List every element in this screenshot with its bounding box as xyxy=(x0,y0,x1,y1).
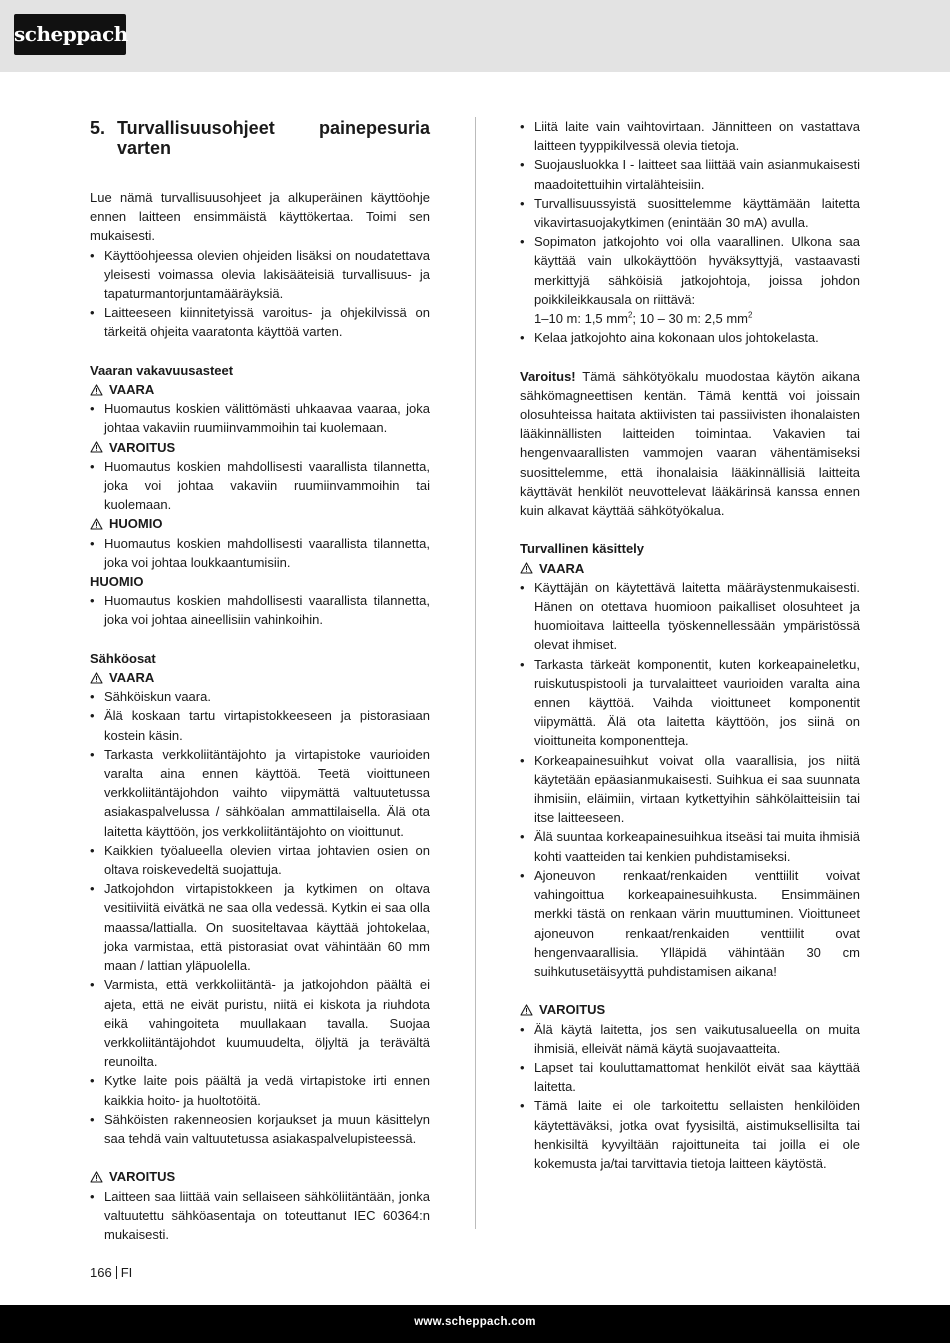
warning-label-varoitus: VAROITUS xyxy=(90,1167,430,1186)
warning-label-varoitus: VAROITUS xyxy=(520,1000,860,1019)
warning-triangle-icon xyxy=(90,384,103,396)
list-item: • Kytke laite pois päältä ja vedä virtapistoke irti ennen kaikkia hoito- ja huoltotöitä. xyxy=(90,1071,430,1109)
list-item: • Lapset tai kouluttamattomat henkilöt eivät saa käyttää laitetta. xyxy=(520,1058,860,1096)
warning-triangle-icon xyxy=(90,1171,103,1183)
warning-triangle-icon xyxy=(90,672,103,684)
section-title xyxy=(90,118,430,158)
power-list xyxy=(520,117,860,347)
list-item: • Korkeapainesuihkut voivat olla vaarallisia, jos niitä käytetään epäasianmukaisesti. Suihkua ei saa suunnata ihmisiin, eläimiin, virtaan kytkettyihin sähkölaitteisiin tai itse laitteeseen. xyxy=(520,751,860,828)
section-number: 5. xyxy=(90,118,106,138)
label-huomio: HUOMIO xyxy=(90,574,144,590)
footer-url-link[interactable]: www.scheppach.com xyxy=(414,1316,536,1328)
list-item: • Sähköisten rakenneosien korjaukset ja muun käsittelyn saa tehdä vain valtuutetussa asiakaspalvelupisteessä. xyxy=(90,1110,430,1148)
safe-handling-heading: Turvallinen käsittely xyxy=(520,541,645,557)
list-item: • Sähköiskun vaara. xyxy=(90,687,430,706)
intro-list xyxy=(90,246,430,342)
warning-triangle-icon xyxy=(90,518,103,530)
list-item: • Tämä laite ei ole tarkoitettu sellaisten henkilöiden käytettäväksi, jotka ovat fyysisiltä, aistimuksellisilta tai henkisiltä kyvyiltään rajoittuneita tai joilla ei ole kokemusta ja/tai tarvittavia tietoja laitteen käytöstä. xyxy=(520,1096,860,1173)
list-item: • Huomautus koskien mahdollisesti vaarallista tilannetta, joka voi johtaa aineellisiin vahinkoihin. xyxy=(90,591,430,629)
list-item: • Laitteeseen kiinnitetyissä varoitus- ja ohjekilvissä on tärkeitä ohjeita vaaratonta käyttöä varten. xyxy=(90,303,430,341)
warning-triangle-icon xyxy=(90,441,103,453)
list-item: • Sopimaton jatkojohto voi olla vaarallinen. Ulkona saa käyttää vain ulkokäyttöön hyväksyttyjä, vastaavasti merkittyjä sähköisiä jatkojohtoja, joissa johdon poikkileikkausala on riittävä: 1–10 m: 1,5 $mm^2$; 10 – 30 m: 2,5 $mm^2$ xyxy=(520,232,860,328)
right-column xyxy=(520,117,860,1173)
list-item: • Varmista, että verkkoliitäntä- ja jatkojohdon päältä ei ajeta, että ne eivät puristu, niitä ei kiskota ja riuhdota eikä vahingoiteta muullakaan tavalla. Suojaa verkkoliitäntäjohdot kuumuudelta, öljyltä ja terävältä reunoilta. xyxy=(90,975,430,1071)
list-item: • Jatkojohdon virtapistokkeen ja kytkimen on oltava vesitiiviitä eivätkä ne saa olla vedessä. Kytkin ei saa olla maassa/lattialla. On suositeltavaa käyttää johtokelaa, joka varmistaa, että pistorasiat ovat vähintään 60 mm maan / lattian yläpuolella. xyxy=(90,879,430,975)
left-column xyxy=(90,117,430,1244)
electric-heading: Sähköosat xyxy=(90,650,156,666)
intro-paragraph: Lue nämä turvallisuusohjeet ja alkuperäinen käyttöohje ennen laitteen ensimmäistä käyttökertaa. Toimi sen mukaisesti. xyxy=(90,190,430,244)
warning-label-huomio: HUOMIO xyxy=(90,514,430,533)
warning-triangle-icon xyxy=(520,1004,533,1016)
list-item: • Tarkasta tärkeät komponentit, kuten korkeapaineletku, ruiskutuspistooli ja turvalaitteet vaurioiden varalta aina ennen käyttöä. Vaihda vioittuneet komponentit viipymättä. Älä ota laitetta käyttöön, jos siinä on vioittuneita komponentteja. xyxy=(520,655,860,751)
warning-label-vaara: VAARA xyxy=(90,668,430,687)
list-item: • Älä suuntaa korkeapainesuihkua itseäsi tai muita ihmisiä kohti vaatteiden tai kenkien puhdistamiseksi. xyxy=(520,827,860,865)
warning-label-varoitus: VAROITUS xyxy=(90,438,430,457)
warning-label-vaara: VAARA xyxy=(520,559,860,578)
list-item: • Suojausluokka I - laitteet saa liittää vain asianmukaisesti maadoitettuihin virtalähteisiin. xyxy=(520,155,860,193)
list-item: • Huomautus koskien mahdollisesti vaarallista tilannetta, joka voi johtaa loukkaantumisiin. xyxy=(90,534,430,572)
list-item: • Kaikkien työalueella olevien virtaa johtavien osien on oltava roiskevedeltä suojattuja. xyxy=(90,841,430,879)
warning-label-vaara: VAARA xyxy=(90,380,430,399)
brand-logo: scheppach xyxy=(14,14,126,55)
list-item: • Turvallisuussyistä suosittelemme käyttämään laitetta vikavirtasuojakytkimen (enintään 30 mA) avulla. xyxy=(520,194,860,232)
list-item: • Kelaa jatkojohto aina kokonaan ulos johtokelasta. xyxy=(520,328,860,347)
list-item: • Tarkasta verkkoliitäntäjohto ja virtapistoke vaurioiden varalta aina ennen käyttöä. Teetä vioittuneen verkkoliitäntäjohdon vaihto viipymättä valtuutetussa asiakaspalvelussa / sähköalan ammattilaisella. Älä ota laitetta käyttöön, jos verkkoliitäntäjohto on vioittunut. xyxy=(90,745,430,841)
list-item: • Huomautus koskien välittömästi uhkaavaa vaaraa, joka johtaa vakaviin ruumiinvammoihin tai kuolemaan. xyxy=(90,399,430,437)
safe-handling-list xyxy=(520,578,860,981)
list-item: • Älä koskaan tartu virtapistokkeeseen ja pistorasiaan kostein käsin. xyxy=(90,706,430,744)
section-title-text: Turvallisuusohjeet painepesuria varten xyxy=(117,118,430,158)
header-band xyxy=(0,0,950,72)
page-number: 166 FI xyxy=(90,1265,133,1280)
electric-list xyxy=(90,687,430,1148)
list-item: • Laitteen saa liittää vain sellaiseen sähköliitäntään, jonka valtuutettu sähköasentaja on toteuttanut IEC 60364:n mukaisesti. xyxy=(90,1187,430,1245)
column-divider xyxy=(475,117,476,1229)
list-item: • Käyttöohjeessa olevien ohjeiden lisäksi on noudatettava yleisesti voimassa olevia lakisääteisiä turvallisuus- ja tapaturmantorjuntamääräyksiä. xyxy=(90,246,430,304)
severity-heading: Vaaran vakavuusasteet xyxy=(90,362,234,378)
list-item: • Ajoneuvon renkaat/renkaiden venttiilit voivat vahingoittua korkeapainesuihkusta. Ensimmäinen merkki tästä on renkaan värin muuttuminen. Vioittuneet ajoneuvon renkaat/renkaiden venttiilit ovat hengenvaarallisia. Ylläpidä vähintään 30 cm suihkutusetäisyyttä puhdistamisen aikana! xyxy=(520,866,860,981)
list-item: • Älä käytä laitetta, jos sen vaikutusalueella on muita ihmisiä, elleivät nämä käytä suojavaatteita. xyxy=(520,1020,860,1058)
list-item: • Liitä laite vain vaihtovirtaan. Jännitteen on vastattava laitteen tyyppikilvessä olevia tietoja. xyxy=(520,117,860,155)
list-item: • Käyttäjän on käytettävä laitetta määräystenmukaisesti. Hänen on otettava huomioon paikalliset olosuhteet ja huomioitava laitteella työskennellessään ympäristössä olevat ihmiset. xyxy=(520,578,860,655)
emf-warning-paragraph: Varoitus! Tämä sähkötyökalu muodostaa käytön aikana sähkömagneettisen kentän. Tämä kenttä voi joissain olosuhteissa haitata aktiivisten tai passiivisten ihonalaisten lääkinnällisten laitteiden toimintaa. Vakavien tai hengenvaarallisten vammojen vaaran vähentämiseksi suosittelemme, että ihonalaisia lääkinnällisiä laitteita käyttävät henkilöt neuvottelevat lääkärinsä kanssa ennen kuin alkavat käyttää sähkötyökalua. xyxy=(520,368,860,519)
warning-triangle-icon xyxy=(520,562,533,574)
list-item: • Huomautus koskien mahdollisesti vaarallista tilannetta, joka voi johtaa vakaviin ruumiinvammoihin tai kuolemaan. xyxy=(90,457,430,515)
safe-varoitus-list xyxy=(520,1020,860,1174)
